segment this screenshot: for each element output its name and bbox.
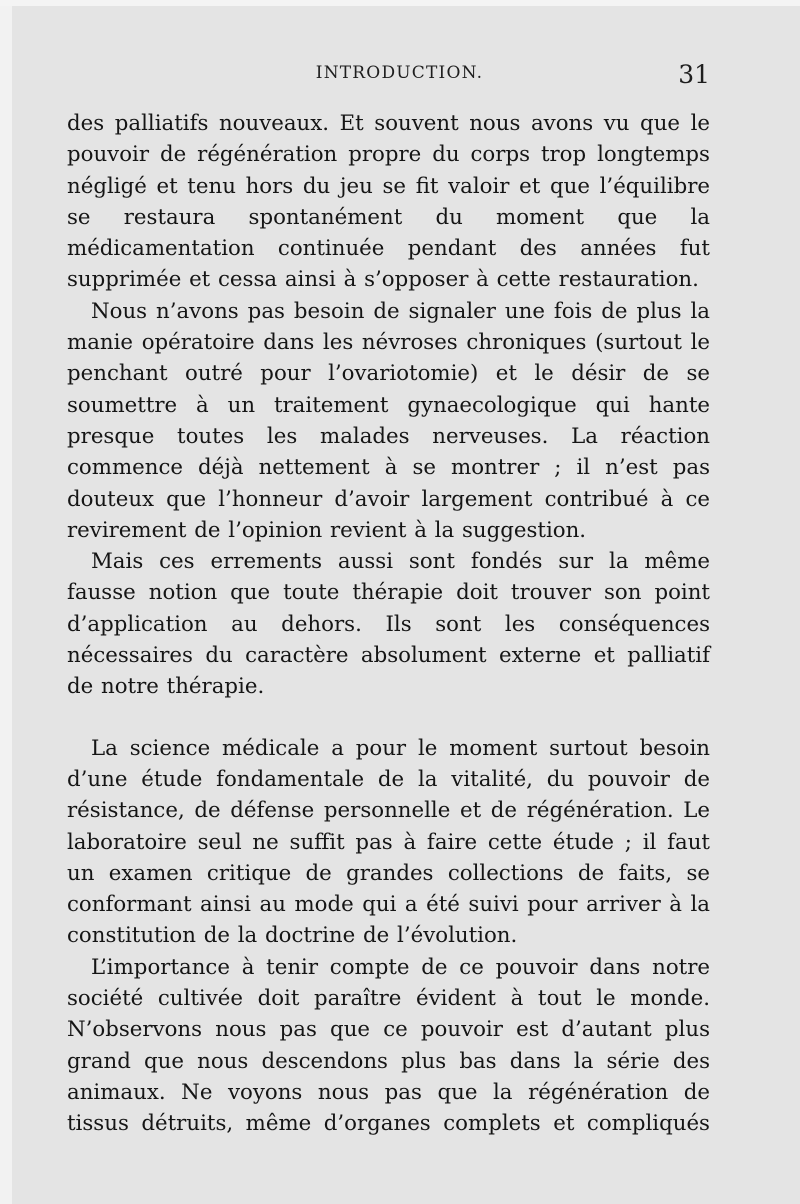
paragraph-4: La science médicale a pour le moment surtout besoin d’une étude fondamentale de la vitalité, du pouvoir de résistance, de défense personnelle et de régénération. Le laboratoire seul ne suffit pas à faire cette étude ; il faut un examen critique de grandes collections de faits, se conformant ainsi au mode qui a été suivi pour arriver à la constitution de la doctrine de l’évolution. — [67, 735, 710, 949]
paragraph-5: L’importance à tenir compte de ce pouvoir dans notre société cultivée doit paraître évident à tout le monde. N’observons nous pas que ce pouvoir est d’autant plus grand que nous descendons plus bas dans la série des animaux. Ne voyons nous pas que la régénération de tissus détruits, même d’organes complets et compliqués — [67, 954, 710, 1137]
paragraph-1: des palliatifs nouveaux. Et souvent nous avons vu que le pouvoir de régénération propre du corps trop longtemps négligé et tenu hors du jeu se fit valoir et que l’équilibre se restaura spontanément du moment que la médicamentation continuée pendant des années fut supprimée et cessa ainsi à s’opposer à cette restauration. — [67, 111, 710, 293]
running-head-title: INTRODUCTION. — [315, 63, 484, 83]
body-text — [67, 108, 710, 1140]
page-edge-shadow — [0, 0, 12, 1204]
paragraph-2: Nous n’avons pas besoin de signaler une fois de plus la manie opératoire dans les névroses chroniques (surtout le penchant outré pour l’ovariotomie) et le désir de se soumettre à un traitement gynaecologique qui hante presque toutes les malades nerveuses. La réaction commence déjà nettement à se montrer ; il n’est pas douteux que l’honneur d’avoir largement contribué à ce revirement de l’opinion revient à la suggestion. — [67, 298, 710, 543]
page-number: 31 — [678, 60, 710, 89]
page-top-edge — [0, 0, 800, 6]
running-head — [67, 60, 710, 88]
paragraph-spacer — [67, 703, 710, 733]
paragraph-3: Mais ces errements aussi sont fondés sur la même fausse notion que toute thérapie doit trouver son point d’application au dehors. Ils sont les conséquences nécessaires du caractère absolument externe et palliatif de notre thérapie. — [67, 549, 710, 700]
